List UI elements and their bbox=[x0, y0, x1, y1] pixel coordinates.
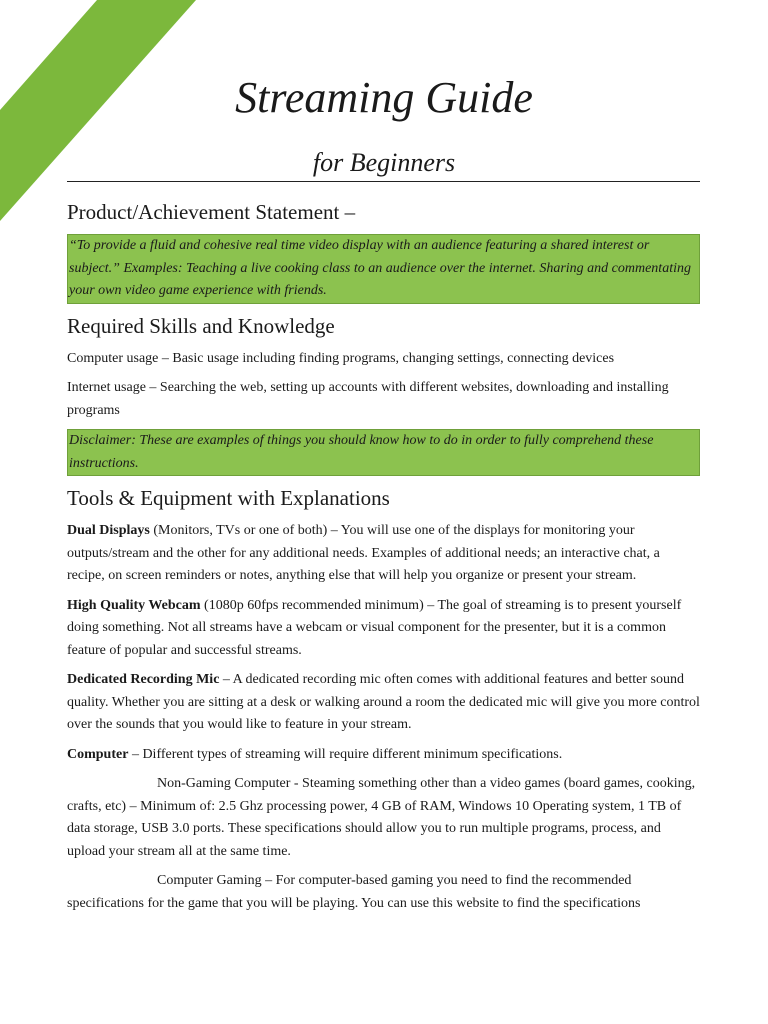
dual-displays-term: Dual Displays bbox=[67, 523, 150, 538]
mic-paragraph bbox=[67, 669, 700, 737]
webcam-text: (1080p 60fps recommended minimum) – The goal of streaming is to present yourself doing something. Not all streams have a webcam or visual component for the presenter, but it is a common feature of popular and successful streams. bbox=[67, 597, 682, 658]
tools-heading: Tools & Equipment with Explanations bbox=[67, 486, 390, 510]
computer-term: Computer bbox=[67, 746, 129, 762]
product-statement-quote: “To provide a fluid and cohesive real time video display with an audience featuring a shared interest or subject.” Examples: Teaching a live cooking class to an audience over the internet. Sharing and commentating your own video game experience with friends. bbox=[67, 234, 700, 304]
document-body bbox=[67, 198, 700, 922]
gaming-computer-paragraph: Computer Gaming – For computer-based gaming you need to find the recommended specifications for the game that you will be playing. You can use this website to find the specifications bbox=[67, 873, 641, 911]
disclaimer-note: Disclaimer: These are examples of things you should know how to do in order to fully comprehend these instructions. bbox=[67, 429, 700, 476]
computer-usage-text: Computer usage – Basic usage including finding programs, changing settings, connecting devices bbox=[67, 350, 615, 366]
dual-displays-paragraph bbox=[67, 520, 700, 588]
document-title: Streaming Guide bbox=[235, 73, 533, 122]
title-divider bbox=[67, 181, 700, 182]
product-statement-heading: Product/Achievement Statement – bbox=[67, 200, 356, 224]
non-gaming-computer-paragraph: Non-Gaming Computer - Steaming something other than a video games (board games, cooking, crafts, etc) – Minimum of: 2.5 Ghz processing power, 4 GB of RAM, Windows 10 Operating system, 1 TB of data storage, USB 3.0 ports. These specifications should allow you to run multiple programs, process, and upload your stream all at the same time. bbox=[67, 776, 696, 859]
webcam-term: High Quality Webcam bbox=[67, 597, 201, 613]
computer-paragraph bbox=[67, 744, 700, 767]
internet-usage-text: Internet usage – Searching the web, setting up accounts with different websites, downloading and installing programs bbox=[67, 380, 669, 418]
mic-term: Dedicated Recording Mic bbox=[67, 672, 220, 687]
webcam-paragraph bbox=[67, 595, 700, 663]
skills-heading: Required Skills and Knowledge bbox=[67, 313, 335, 338]
computer-text: – Different types of streaming will require different minimum specifications. bbox=[128, 746, 563, 762]
dual-displays-text: (Monitors, TVs or one of both) – You will use one of the displays for monitoring your outputs/stream and the other for any additional needs. Examples of additional needs; an interactive chat, a recipe, on screen reminders or notes, anything else that will help you organize or present your stream. bbox=[67, 523, 660, 583]
mic-text: – A dedicated recording mic often comes with additional features and better sound quality. Whether you are sitting at a desk or walking around a room the dedicated mic will give you more control over the sounds that you would like to feature in your stream. bbox=[67, 672, 700, 732]
document-subtitle: for Beginners bbox=[312, 148, 456, 177]
